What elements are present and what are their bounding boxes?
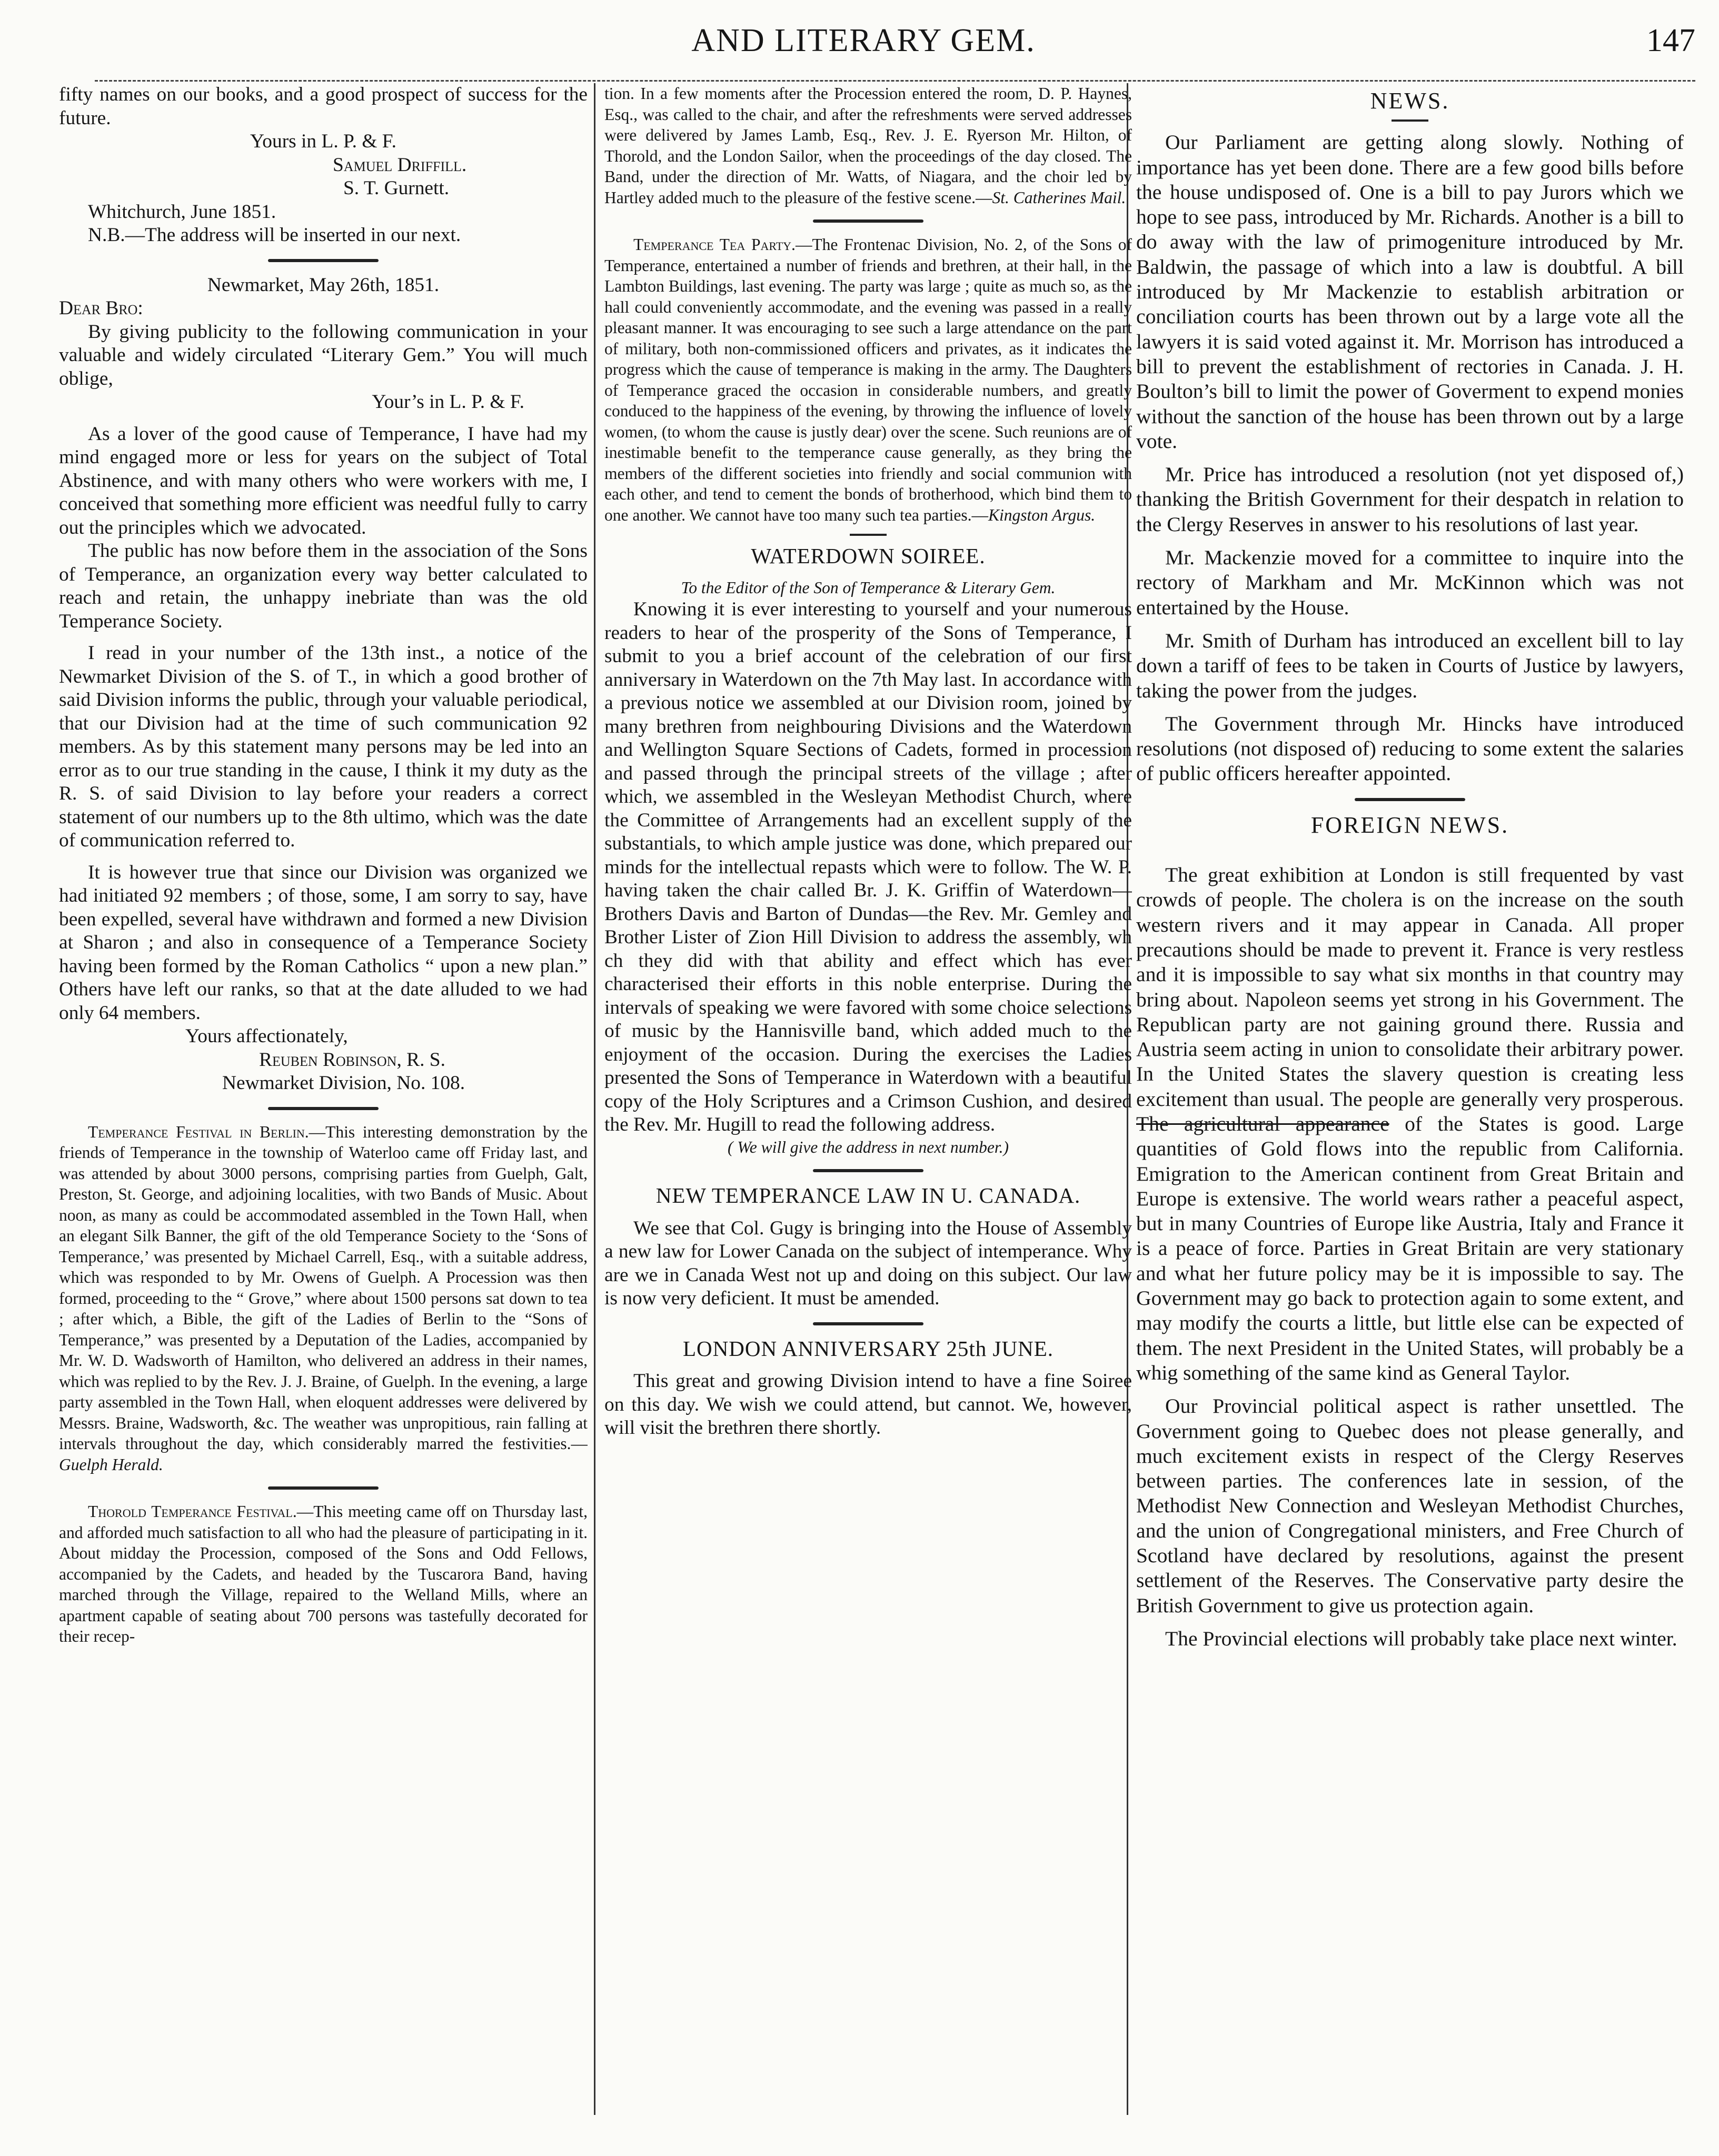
- signature: S. T. Gurnett.: [343, 177, 450, 199]
- place-date: Whitchurch, June 1851.: [88, 201, 276, 223]
- salutation: Dear Bro:: [59, 297, 143, 319]
- section-heading: FOREIGN NEWS.: [1310, 812, 1509, 838]
- news-text: The great exhibition at London is still frequented by vast crowds of people. The cholera is on the increase on the south western rivers and it may appear in Canada. All proper precautions should be made to prevent it. France is very restless and it is impossible to say what six months in that country may bring about. Napoleon seems yet strong in his Government. The Republican party are not gaining ground there. Russia and Austria seem acting in union to consolidate their arbitrary power. In the United States the slavery question is creating less excitement than usual. The people are generally very prosperous.: [1136, 863, 1684, 1111]
- article-lead: Temperance Festival in Berlin.: [88, 1122, 309, 1141]
- running-head: [32, 18, 1695, 65]
- article-text: We see that Col. Gugy is bringing into the House of Assembly a new law for Lower Canada on the subject of intemperance. Why are we in Canada West not up and doing on this subject. Our law is now very deficient. It must be amended.: [604, 1217, 1132, 1309]
- letter-paragraph: fifty names on our books, and a good prospect of success for the future.: [59, 84, 588, 129]
- article-thorold: [59, 1501, 588, 1647]
- editor-note: ( We will give the address in next number.): [728, 1137, 1009, 1156]
- article-text: —The Frontenac Division, No. 2, of the Sons of Temperance, entertained a number of friends and brethren, at their hall, in the Lambton Buildings, last evening. The party was large ; quite as much so, as the hall could conveniently accommodate, and the evening was passed in a really pleasant manner. It was encouraging to see such a large attendance on the part of military, both non-commissioned officers and privates, as it indicates the progress which the cause of temperance is making in the army. The Daughters of Temperance graced the occasion in considerable numbers, and greatly conduced to the happiness of the evening, by throwing the influence of lovely women, (to whom the cause is justly dear) over the scene. Such reunions are of inestimable benefit to the temperance cause generally, as they bring the members of the different societies into friendly and social communion with each other, and tend to cement the bonds of brotherhood, which bind them to one another. We cannot have too many such tea parties.—: [604, 235, 1132, 524]
- separator-rule: [850, 534, 887, 536]
- news-paragraph: Our Provincial political aspect is rather unsettled. The Government going to Quebec does not please generally, and much excitement exists in respect of the Clergy Reserves between parties. The conferences late in session, of the Methodist New Connection and Wesleyan Methodist Churches, and the union of Congregational ministers, and Free Church of Scotland have declared by resolutions, against the present settlement of the Reserves. The Conservative party desire the British Government to give us protection again.: [1136, 1394, 1684, 1617]
- column-2: [604, 83, 1132, 2136]
- article-source: St. Catherines Mail.: [992, 188, 1126, 207]
- section-heading: LONDON ANNIVERSARY 25th JUNE.: [683, 1336, 1054, 1361]
- separator-rule: [1392, 119, 1428, 122]
- header-rule: [95, 80, 1695, 82]
- letter-closing: Yours affectionately,: [185, 1025, 348, 1047]
- article-text: —This interesting demonstration by the friends of Temperance in the township of Waterloo came off Friday last, and was attended by about 3000 persons, comprising parties from Guelph, Galt, Preston, St. George, and adjoining localities, with two Bands of Music. About noon, as many as could be accommodated assembled in the Town Hall, when an elegant Silk Banner, the gift of the old Temperance Society to the ‘Sons of Temperance,’ was presented by Michael Carrell, Esq., with a suitable address, which was responded to by Mr. Owens of Guelph. A Procession was then formed, proceeding to the “ Grove,” where about 1500 persons sat down to tea ; after which, a Bible, the gift of the Ladies of Berlin to the “Sons of Temperance,” was presented by a Deputation of the Ladies, accompanied by Mr. W. D. Wadsworth of Hamilton, who delivered an address in their names, which was replied to by the Rev. J. J. Braine, of Guelph. In the evening, a large party assembled in the Town Hall, when eloquent addresses were delivered by Messrs. Braine, Wadsworth, &c. The weather was unpropitious, rain falling at intervals throughout the day, which considerably marred the festivities.—: [59, 1122, 588, 1453]
- news-paragraph: [1136, 863, 1684, 1385]
- separator-rule: [813, 1322, 923, 1325]
- running-title: AND LITERARY GEM.: [691, 23, 1036, 58]
- news-paragraph: Our Parliament are getting along slowly. Nothing of importance has yet been done. There are a few good bills before the house undisposed of. One is a bill to pay Jurors which we hope to see pass, introduced by Mr. Richards. Another is a bill to do away with the law of primogeniture introduced by Mr. Baldwin, the passage of which into a law is doubtful. A bill introduced by Mr Mackenzie to establish arbitration or conciliation courts has been thrown out by a large vote all the lawyers it is said voted against it. Mr. Morrison has introduced a bill to prevent the establishment of rectories in Canada. J. H. Boulton’s bill to limit the power of Goverment to expend monies without the sanction of the house has been thrown out by a large vote.: [1136, 131, 1684, 453]
- letter-paragraph: I read in your number of the 13th inst., a notice of the Newmarket Division of the S. of T., in which a good brother of said Division informs the public, through your valuable periodical, that our Division had at the time of such communication 92 members. As by this statement many persons may be led into an error as to our true standing in the cause, I think it my duty as the R. S. of said Division to lay before your readers a correct statement of our numbers up to the 8th ultimo, which was the date of communication referred to.: [59, 642, 588, 851]
- article-tea-party: [604, 234, 1132, 525]
- signature: Samuel Driffill.: [333, 154, 467, 176]
- article-berlin: [59, 1122, 588, 1475]
- struck-text: The agricultural appearance: [1136, 1112, 1389, 1135]
- article-text: —This meeting came off on Thursday last, and afforded much satisfaction to all who had the pleasure of participating in it. About midday the Procession, composed of the Sons and Odd Fellows, accompanied by the Cadets, and headed by the Tuscarora Band, having marched through the Village, repaired to the Welland Mills, where an apartment capable of seating about 700 persons was tastefully decorated for their recep-: [59, 1502, 588, 1645]
- article-lead: Thorold Temperance Festival.: [88, 1502, 297, 1521]
- article-source: Guelph Herald.: [59, 1455, 163, 1474]
- article-source: Kingston Argus.: [988, 505, 1096, 524]
- letter-paragraph: The public has now before them in the association of the Sons of Temperance, an organization every way better calculated to reach and retain, the unhappy inebriate than was the old Temperance Society.: [59, 540, 588, 632]
- column-1: [59, 83, 588, 2136]
- letter-paragraph: It is however true that since our Division was organized we had initiated 92 members ; of those, some, I am sorry to say, have been expelled, several have withdrawn and formed a new Division at Sharon ; and also in consequence of a Temperance Society having been formed by the Roman Catholics “ upon a new plan.” Others have left our ranks, so that at the date alluded to we had only 64 members.: [59, 861, 588, 1024]
- article-text: This great and growing Division intend to have a fine Soiree on this day. We wish we could attend, but cannot. We, however, will visit the brethren there shortly.: [604, 1370, 1132, 1439]
- article-text: Knowing it is ever interesting to yourself and your numerous readers to hear of the prosperity of the Sons of Temperance, I submit to you a brief account of the celebration of our first anniversary in Waterdown on the 7th May last. In accordance with a previous notice we assembled at our Division room, joined by many brethren from neighbouring Divisions and the Waterdown and Wellington Square Sections of Cadets, formed in procession and passed through the principal streets of the village ; after which, we assembled in the Wesleyan Methodist Church, where the Committee of Arrangements had an excellent supply of the substantials, to which ample justice was done, which prepared our minds for the intellectual repasts which were to follow. The W. P. having taken the chair called Br. J. K. Griffin of Waterdown—Brothers Davis and Barton of Dundas—the Rev. Mr. Gemley and Brother Lister of Zion Hill Division to address the assembly, wh ch they did with that ability and effect which has ever characterised their efforts in this noble enterprise. During the intervals of speaking we were favored with some choice selections of music by the Hannisville band, which added much to the enjoyment of the occasion. During the exercises the Ladies presented the Sons of Temperance in Waterdown with a beautiful copy of the Holy Scriptures and a Crimson Cushion, and desired the Rev. Mr. Hugill to read the following address.: [604, 598, 1132, 1135]
- signature: Reuben Robinson, R. S.: [259, 1049, 445, 1071]
- dateline: Newmarket, May 26th, 1851.: [207, 274, 440, 296]
- section-heading: NEWS.: [1370, 88, 1450, 114]
- nota-bene: N.B.—The address will be inserted in our next.: [88, 224, 461, 246]
- separator-rule: [268, 259, 379, 262]
- column-rule-1: [594, 83, 595, 2115]
- news-paragraph: The Government through Mr. Hincks have introduced resolutions (not disposed of) reducing to some extent the salaries of public officers hereafter appointed.: [1136, 712, 1684, 785]
- news-paragraph: Mr. Price has introduced a resolution (not yet disposed of,) thanking the British Government for their despatch in relation to the Clergy Reserves in answer to his resolutions of last year.: [1136, 463, 1684, 536]
- section-heading: NEW TEMPERANCE LAW IN U. CANADA.: [655, 1183, 1081, 1207]
- letter-paragraph: By giving publicity to the following communication in your valuable and widely circulated “Literary Gem.” You will much oblige,: [59, 321, 588, 390]
- signature: Newmarket Division, No. 108.: [222, 1072, 465, 1094]
- news-paragraph: Mr. Smith of Durham has introduced an excellent bill to lay down a tariff of fees to be taken in Courts of Justice by lawyers, taking the power from the judges.: [1136, 628, 1684, 702]
- news-paragraph: The Provincial elections will probably take place next winter.: [1165, 1626, 1677, 1650]
- news-paragraph: Mr. Mackenzie moved for a committee to inquire into the rectory of Markham and Mr. McKinnon which was not entertained by the House.: [1136, 546, 1684, 619]
- separator-rule: [1355, 798, 1465, 801]
- column-3: [1136, 83, 1684, 2136]
- letter-closing: Yours in L. P. & F.: [250, 131, 396, 152]
- article-thorold-continued: [604, 83, 1132, 208]
- separator-rule: [268, 1107, 379, 1110]
- article-text: tion. In a few moments after the Procession entered the room, D. P. Haynes, Esq., was called to the chair, and after the refreshments were served addresses were delivered by James Lamb, Esq., Rev. J. E. Ryerson Mr. Hilton, of Thorold, and the London Sailor, when the proceedings of the day closed. The Band, under the direction of Mr. Watts, of Niagara, and the choir led by Hartley added much to the pleasure of the festive scene.—: [604, 84, 1132, 207]
- article-lead: Temperance Tea Party.: [633, 235, 796, 254]
- letter-address: To the Editor of the Son of Temperance & Literary Gem.: [681, 578, 1056, 597]
- separator-rule: [268, 1486, 379, 1490]
- separator-rule: [813, 219, 923, 223]
- section-heading: WATERDOWN SOIREE.: [751, 544, 986, 568]
- letter-paragraph: As a lover of the good cause of Temperance, I have had my mind engaged more or less for years on the subject of Total Abstinence, and with many others who were workers with me, I conceived that something more efficient was needful fully to carry out the principles which we advocated.: [59, 423, 588, 538]
- news-text: of the States is good. Large quantities of Gold flows into the republic from California. Emigration to the American continent from Great Britain and Europe is extensive. The world wears rather a peaceful aspect, but in many Countries of Europe like Austria, Italy and France it is a peace of force. Parties in Great Britain are very stationary and what her future policy may be it is impossible to say. The Government may go back to protection again to some extent, and may modify the courts a little, but little else can be expected of them. The next President in the United States, will probably be a whig something of the same kind as General Taylor.: [1136, 1112, 1684, 1384]
- letter-closing: Your’s in L. P. & F.: [372, 391, 524, 413]
- separator-rule: [813, 1169, 923, 1172]
- page-number: 147: [1646, 23, 1695, 58]
